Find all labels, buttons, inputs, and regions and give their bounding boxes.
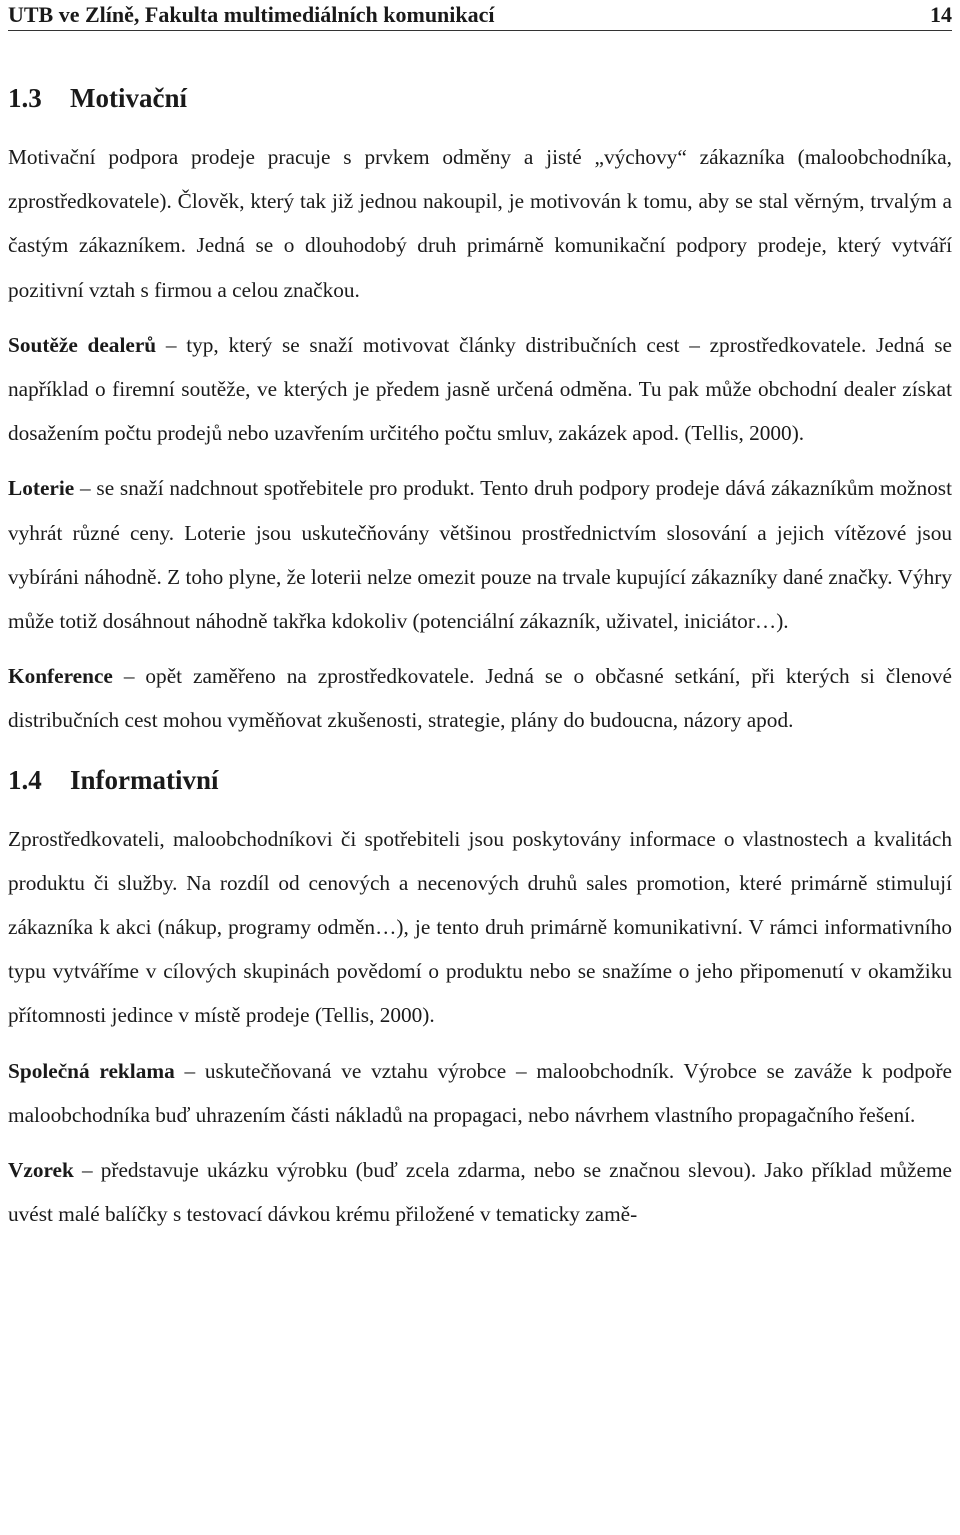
paragraph-souteze-dealeru [8, 323, 952, 456]
term-loterie: Loterie [8, 476, 75, 501]
paragraph-vzorek [8, 1148, 952, 1236]
section-heading-1-3 [8, 78, 952, 118]
term-konference: Konference [8, 664, 113, 689]
section-number: 1.3 [8, 83, 42, 113]
term-souteze-dealeru: Soutěže dealerů [8, 332, 157, 357]
page-content [8, 78, 952, 1236]
definition-text: – uskutečňovaná ve vztahu výrobce – maloobchodník. Výrobce se zaváže k podpoře maloobchodníka buď uhrazením části nákladů na propagaci, nebo návrhem vlastního propagačního řešení. [8, 1058, 952, 1127]
paragraph-informativni-intro: Zprostředkovateli, maloobchodníkovi či spotřebiteli jsou poskytovány informace o vlastnostech a kvalitách produktu či služby. Na rozdíl od cenových a necenových druhů sales promotion, které primárně stimulují zákazníka k akci (nákup, programy odměn…), je tento druh primárně komunikativní. V rámci informativního typu vytváříme v cílových skupinách povědomí o produktu nebo se snažíme o jeho připomenutí v okamžiku přítomnosti jedince v místě prodeje (Tellis, 2000). [8, 826, 952, 1028]
paragraph-konference [8, 654, 952, 742]
definition-text: – se snaží nadchnout spotřebitele pro produkt. Tento druh podpory prodeje dává zákazníkům možnost vyhrát různé ceny. Loterie jsou uskutečňovány většinou prostřednictvím slosování a jejich vítězové jsou vybíráni náhodně. Z toho plyne, že loterii nelze omezit pouze na trvale kupující zákazníky dané značky. Výhry může totiž dosáhnout náhodně takřka kdokoliv (potenciální zákazník, uživatel, iniciátor…). [8, 476, 952, 634]
term-vzorek: Vzorek [8, 1158, 74, 1183]
definition-text: – opět zaměřeno na zprostředkovatele. Jedná se o občasné setkání, při kterých si členové distribučních cest mohou vyměňovat zkušenosti, strategie, plány do budoucna, názory apod. [8, 664, 952, 733]
section-heading-1-4 [8, 760, 952, 800]
section-title: Informativní [70, 764, 219, 795]
section-title: Motivační [70, 83, 187, 113]
definition-text: – představuje ukázku výrobku (buď zcela zdarma, nebo se značnou slevou). Jako příklad můžeme uvést malé balíčky s testovací dávkou krému přiložené v tematicky zamě- [8, 1158, 952, 1227]
paragraph-loterie [8, 466, 952, 643]
section-number: 1.4 [8, 764, 42, 795]
running-header [8, 0, 952, 31]
paragraph-spolecna-reklama [8, 1049, 952, 1137]
term-spolecna-reklama: Společná reklama [8, 1058, 175, 1083]
definition-text: – typ, který se snaží motivovat články distribučních cest – zprostředkovatele. Jedná se například o firemní soutěže, ve kterých je předem jasně určená odměna. Tu pak může obchodní dealer získat dosažením počtu prodejů nebo uzavřením určitého počtu smluv, zakázek apod. (Tellis, 2000). [8, 332, 952, 446]
page-number: 14 [930, 2, 952, 27]
paragraph-motivacni-intro: Motivační podpora prodeje pracuje s prvkem odměny a jisté „výchovy“ zákazníka (maloobchodníka, zprostředkovatele). Člověk, který tak již jednou nakoupil, je motivován k tomu, aby se stal věrným, trvalým a častým zákazníkem. Jedná se o dlouhodobý druh primárně komunikační podpory prodeje, který vytváří pozitivní vztah s firmou a celou značkou. [8, 145, 952, 302]
header-title: UTB ve Zlíně, Fakulta multimediálních komunikací [8, 2, 495, 27]
